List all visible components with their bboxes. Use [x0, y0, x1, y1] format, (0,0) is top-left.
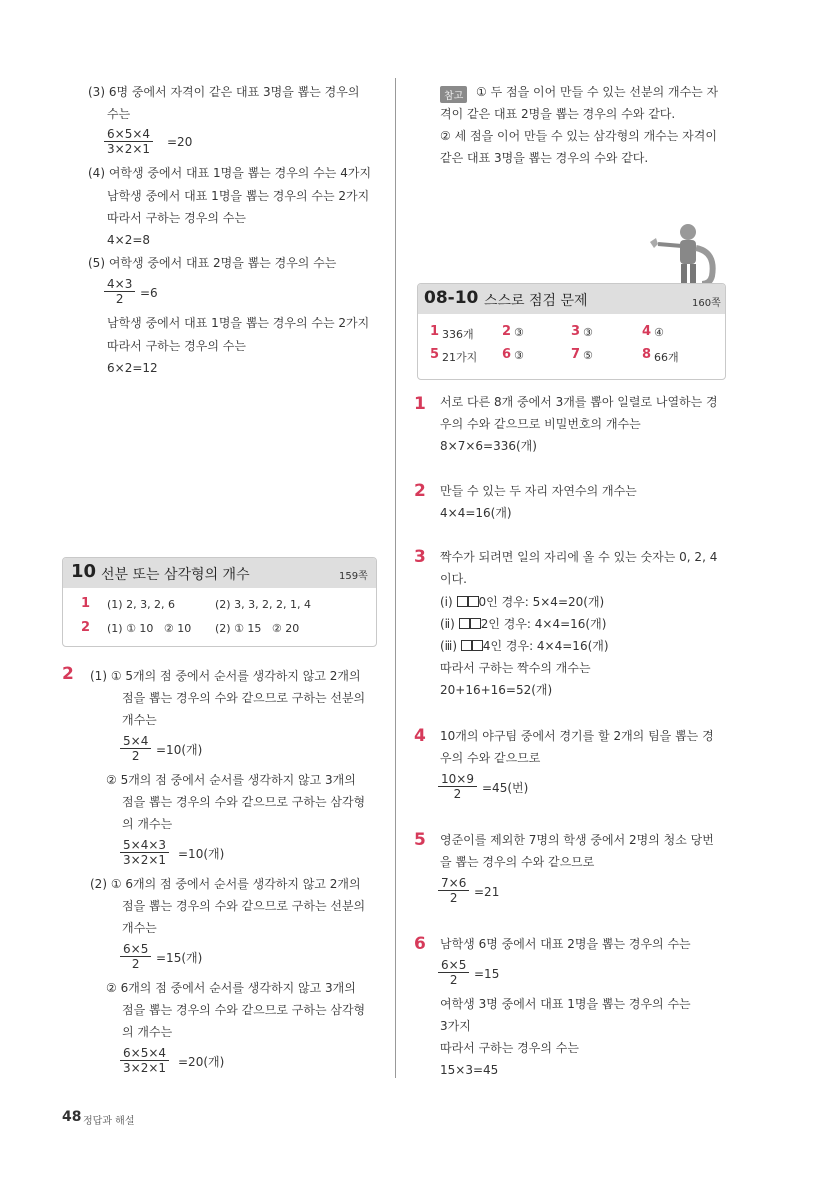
note-tag: 참고	[440, 86, 467, 103]
equation: =20	[167, 135, 193, 149]
equation: =15	[474, 967, 500, 981]
line: 이다.	[440, 572, 467, 586]
answer-text: ⑤	[583, 349, 593, 362]
blank-box-icon	[468, 596, 479, 607]
line: 점을 뽑는 경우의 수와 같으므로 구하는 삼각형	[122, 795, 366, 809]
problem-number: 6	[414, 934, 426, 954]
line: 따라서 구하는 경우의 수는	[107, 211, 246, 225]
blank-box-icon	[461, 640, 472, 651]
line: 우의 수와 같으므로	[440, 751, 541, 765]
section-title: 선분 또는 삼각형의 개수	[101, 567, 250, 583]
numerator: 6×5	[438, 958, 469, 973]
equation: =45(번)	[482, 781, 529, 795]
line: 여학생 3명 중에서 대표 1명을 뽑는 경우의 수는	[440, 997, 691, 1011]
numerator: 6×5×4	[104, 127, 153, 142]
numerator: 10×9	[438, 772, 477, 787]
column-divider	[395, 78, 396, 1078]
denominator: 2	[131, 749, 140, 763]
line: ① 두 점을 이어 만들 수 있는 선분의 개수는 자	[476, 85, 719, 99]
fraction	[438, 958, 469, 987]
footer-label: 정답과 해설	[83, 1116, 135, 1127]
numerator: 4×3	[104, 277, 135, 292]
line: (4) 여학생 중에서 대표 1명을 뽑는 경우의 수는 4가지	[88, 166, 372, 180]
case-line	[440, 638, 609, 654]
equation: =20(개)	[178, 1055, 225, 1069]
answer-text: (1) ① 10 ② 10	[107, 622, 192, 635]
character-illustration	[640, 218, 725, 288]
page-number: 48	[62, 1109, 82, 1125]
line: 따라서 구하는 짝수의 개수는	[440, 661, 591, 675]
line: 우의 수와 같으므로 비밀번호의 개수는	[440, 417, 641, 431]
answer-text: (1) 2, 3, 2, 6	[107, 598, 176, 611]
answer-text: 21가지	[442, 351, 478, 364]
problem-number: 5	[414, 830, 426, 850]
numerator: 6×5×4	[120, 1046, 169, 1061]
fraction	[120, 1046, 169, 1075]
case-text: 2인 경우: 4×4=16(개)	[480, 617, 607, 631]
answer-text: (2) ① 15 ② 20	[215, 622, 300, 635]
blank-box-icon	[472, 640, 483, 651]
fraction	[438, 772, 477, 801]
answer-number: 2	[502, 324, 512, 339]
section-title: 스스로 점검 문제	[484, 293, 588, 309]
numerator: 5×4	[120, 734, 151, 749]
line: ② 세 점을 이어 만들 수 있는 삼각형의 개수는 자격이	[440, 129, 717, 143]
answer-number: 8	[642, 347, 652, 362]
line: 같은 대표 3명을 뽑는 경우의 수와 같다.	[440, 151, 649, 165]
line: (3) 6명 중에서 자격이 같은 대표 3명을 뽑는 경우의	[88, 85, 360, 99]
equation: =15(개)	[156, 951, 203, 965]
case-line	[440, 616, 606, 632]
line: 개수는	[122, 713, 157, 727]
fraction	[120, 734, 151, 763]
section-number: 10	[71, 561, 97, 582]
case-text: 0인 경우: 5×4=20(개)	[478, 595, 605, 609]
case-line	[440, 594, 604, 610]
answer-text: ③	[514, 326, 524, 339]
line: 의 개수는	[122, 817, 173, 831]
case-label: (ⅲ)	[440, 639, 458, 653]
line: 6×2=12	[107, 361, 158, 375]
blank-box-icon	[457, 596, 468, 607]
denominator: 2	[115, 292, 124, 306]
line: 4×4=16(개)	[440, 506, 512, 520]
answer-number: 1	[81, 596, 91, 611]
line: (1) ① 5개의 점 중에서 순서를 생각하지 않고 2개의	[90, 669, 361, 683]
line: 영준이를 제외한 7명의 학생 중에서 2명의 청소 당번	[440, 833, 714, 847]
line: 15×3=45	[440, 1063, 499, 1077]
line: 을 뽑는 경우의 수와 같으므로	[440, 855, 595, 869]
fraction	[104, 277, 135, 306]
line: 점을 뽑는 경우의 수와 같으므로 구하는 선분의	[122, 691, 366, 705]
line: 따라서 구하는 경우의 수는	[107, 339, 246, 353]
page-ref: 159쪽	[339, 571, 368, 582]
page-ref: 160쪽	[692, 298, 721, 309]
line: 점을 뽑는 경우의 수와 같으므로 구하는 선분의	[122, 899, 366, 913]
answer-number: 2	[81, 620, 91, 635]
fraction	[120, 838, 169, 867]
line: 4×2=8	[107, 233, 151, 247]
answer-text: 66개	[654, 351, 679, 364]
line: 점을 뽑는 경우의 수와 같으므로 구하는 삼각형	[122, 1003, 366, 1017]
denominator: 2	[453, 787, 462, 801]
denominator: 3×2×1	[107, 142, 151, 156]
section-08-10-answer-box	[417, 283, 726, 380]
line: 만들 수 있는 두 자리 자연수의 개수는	[440, 484, 637, 498]
problem-number: 2	[62, 664, 74, 684]
line: 3가지	[440, 1019, 471, 1033]
denominator: 2	[131, 957, 140, 971]
fraction	[120, 942, 151, 971]
answer-number: 3	[571, 324, 581, 339]
denominator: 3×2×1	[123, 853, 167, 867]
denominator: 2	[449, 973, 458, 987]
line: ② 5개의 점 중에서 순서를 생각하지 않고 3개의	[106, 773, 356, 787]
denominator: 2	[449, 891, 458, 905]
line: (2) ① 6개의 점 중에서 순서를 생각하지 않고 2개의	[90, 877, 361, 891]
case-text: 4인 경우: 4×4=16(개)	[482, 639, 609, 653]
problem-number: 2	[414, 481, 426, 501]
problem-number: 3	[414, 547, 426, 567]
answer-number: 4	[642, 324, 652, 339]
equation: =6	[140, 286, 158, 300]
case-label: (ⅰ)	[440, 595, 453, 609]
line: 짝수가 되려면 일의 자리에 올 수 있는 숫자는 0, 2, 4	[440, 550, 718, 564]
blank-box-icon	[459, 618, 470, 629]
problem-number: 4	[414, 726, 426, 746]
section-number: 08-10	[424, 288, 479, 308]
line: 남학생 중에서 대표 1명을 뽑는 경우의 수는 2가지	[107, 316, 370, 330]
line: 수는	[107, 107, 131, 121]
answer-text: ③	[514, 349, 524, 362]
line: 서로 다른 8개 중에서 3개를 뽑아 일렬로 나열하는 경	[440, 395, 718, 409]
line: 20+16+16=52(개)	[440, 683, 553, 697]
answer-text: 336개	[442, 328, 474, 341]
answer-text: (2) 3, 3, 2, 2, 1, 4	[215, 598, 312, 611]
line: 8×7×6=336(개)	[440, 439, 537, 453]
answer-number: 5	[430, 347, 440, 362]
line: 남학생 6명 중에서 대표 2명을 뽑는 경우의 수는	[440, 937, 691, 951]
line: 격이 같은 대표 2명을 뽑는 경우의 수와 같다.	[440, 107, 676, 121]
line: 따라서 구하는 경우의 수는	[440, 1041, 579, 1055]
equation: =10(개)	[156, 743, 203, 757]
answer-number: 6	[502, 347, 512, 362]
numerator: 5×4×3	[120, 838, 169, 853]
fraction	[104, 127, 153, 156]
line: 남학생 중에서 대표 1명을 뽑는 경우의 수는 2가지	[107, 189, 370, 203]
numerator: 7×6	[438, 876, 469, 891]
section-10-answer-box	[62, 557, 377, 647]
line: ② 6개의 점 중에서 순서를 생각하지 않고 3개의	[106, 981, 356, 995]
numerator: 6×5	[120, 942, 151, 957]
denominator: 3×2×1	[123, 1061, 167, 1075]
blank-box-icon	[470, 618, 481, 629]
problem-number: 1	[414, 394, 426, 414]
answer-text: ③	[583, 326, 593, 339]
answer-text: ④	[654, 326, 664, 339]
line: (5) 여학생 중에서 대표 2명을 뽑는 경우의 수는	[88, 256, 337, 270]
line: 10개의 야구팀 중에서 경기를 할 2개의 팀을 뽑는 경	[440, 729, 714, 743]
fraction	[438, 876, 469, 905]
equation: =21	[474, 885, 500, 899]
case-label: (ⅱ)	[440, 617, 455, 631]
answer-number: 7	[571, 347, 581, 362]
equation: =10(개)	[178, 847, 225, 861]
answer-number: 1	[430, 324, 440, 339]
line: 개수는	[122, 921, 157, 935]
line: 의 개수는	[122, 1025, 173, 1039]
